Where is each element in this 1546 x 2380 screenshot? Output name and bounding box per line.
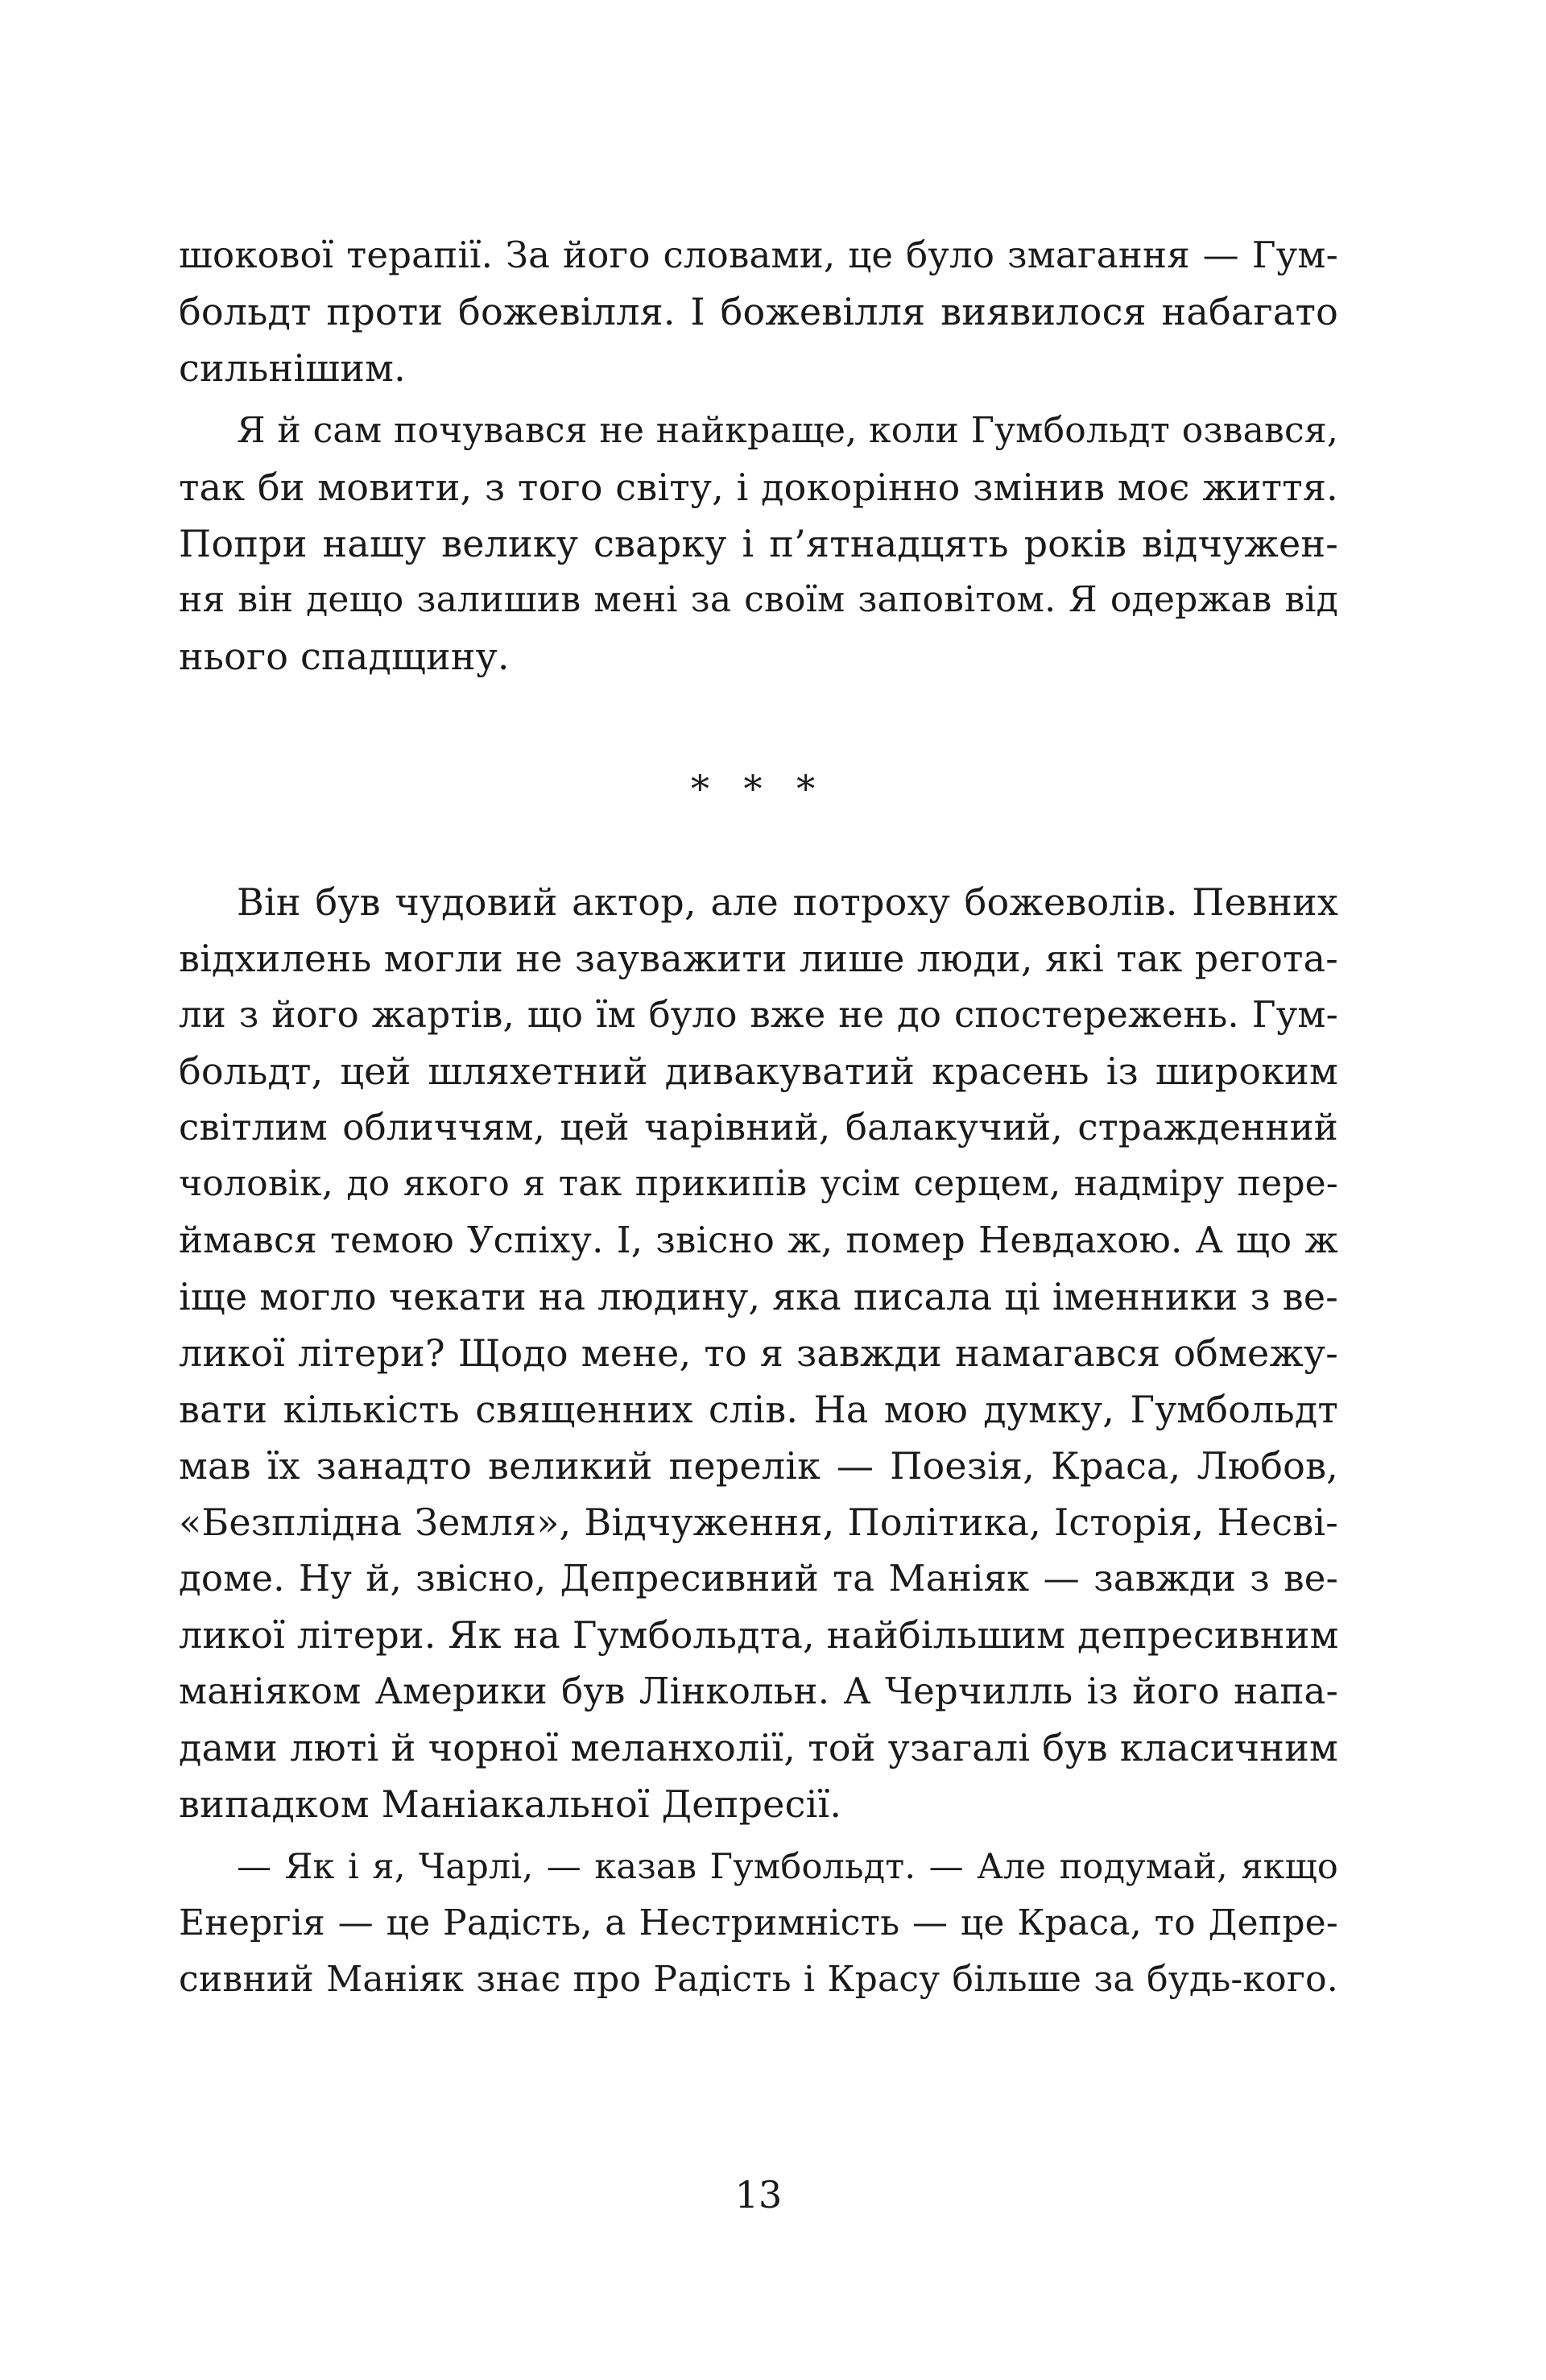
book-page	[179, 0, 1338, 2380]
paragraph-1-line-3: сильнішим.	[179, 346, 406, 390]
paragraph-3-line-9: ликої літери? Щодо мене, то я завжди намагався обмежу-	[179, 1331, 1338, 1375]
paragraph-3-line-3: ли з його жартів, що їм було вже не до спостережень. Гум-	[179, 993, 1338, 1036]
paragraph-3-line-15: маніяком Америки був Лінкольн. А Черчилль із його напа-	[179, 1670, 1338, 1712]
paragraph-3-line-1: Він був чудовий актор, але потроху божеволів. Певних	[237, 880, 1338, 924]
paragraph-2-line-5: нього спадщину.	[179, 635, 510, 678]
paragraph-1-line-2: больдт проти божевілля. І божевілля виявилося набагато	[179, 290, 1338, 333]
paragraph-4-line-1: — Як і я, Чарлі, — казав Гумбольдт. — Але подумай, якщо	[237, 1847, 1338, 1887]
paragraph-3-line-5: світлим обличчям, цей чарівний, балакучий, стражденний	[179, 1106, 1338, 1149]
paragraph-1-line-1: шокової терапії. За його словами, це було змагання — Гум-	[179, 234, 1338, 276]
paragraph-3-line-2: відхилень могли не зауважити лише люди, які так регота-	[179, 937, 1338, 980]
paragraph-2-line-2: так би мовити, з того світу, і докорінно змінив моє життя.	[179, 466, 1338, 509]
paragraph-3-line-12: «Безплідна Земля», Відчуження, Політика, Історія, Несві-	[179, 1500, 1338, 1544]
paragraph-3-line-11: мав їх занадто великий перелік — Поезія, Краса, Любов,	[179, 1444, 1338, 1488]
paragraph-4-line-2: Енергія — це Радість, а Нестримність — це Краса, то Депре-	[179, 1902, 1338, 1943]
paragraph-4-line-3: сивний Маніяк знає про Радість і Красу більше за будь-кого.	[179, 1959, 1338, 2000]
section-separator: * * *	[690, 767, 827, 810]
paragraph-3-line-14: ликої літери. Як на Гумбольдта, найбільшим депресивним	[179, 1613, 1339, 1657]
paragraph-2-line-1: Я й сам почувався не найкраще, коли Гумбольдт озвався,	[237, 410, 1338, 451]
paragraph-3-line-10: вати кількість священних слів. На мою думку, Гумбольдт	[179, 1388, 1338, 1431]
paragraph-3-line-7: ймався темою Успіху. І, звісно ж, помер Невдахою. А що ж	[179, 1219, 1338, 1261]
paragraph-2-line-3: Попри нашу велику сварку і п’ятнадцять років відчужен-	[179, 522, 1338, 565]
paragraph-3-line-16: дами люті й чорної меланхолії, той узагалі був класичним	[179, 1726, 1338, 1769]
page-number: 13	[734, 2173, 783, 2217]
paragraph-3-line-4: больдт, цей шляхетний дивакуватий красень із широким	[179, 1049, 1338, 1093]
paragraph-3-line-17: випадком Маніакальної Депресії.	[179, 1782, 842, 1826]
paragraph-2-line-4: ня він дещо залишив мені за своїм заповітом. Я одержав від	[179, 579, 1338, 620]
paragraph-3-line-8: іще могло чекати на людину, яка писала ці іменники з ве-	[179, 1275, 1338, 1318]
paragraph-3-line-13: доме. Ну й, звісно, Депресивний та Маніяк — завжди з ве-	[179, 1557, 1338, 1600]
paragraph-3-line-6: чоловік, до якого я так прикипів усім серцем, надміру пере-	[179, 1163, 1338, 1204]
